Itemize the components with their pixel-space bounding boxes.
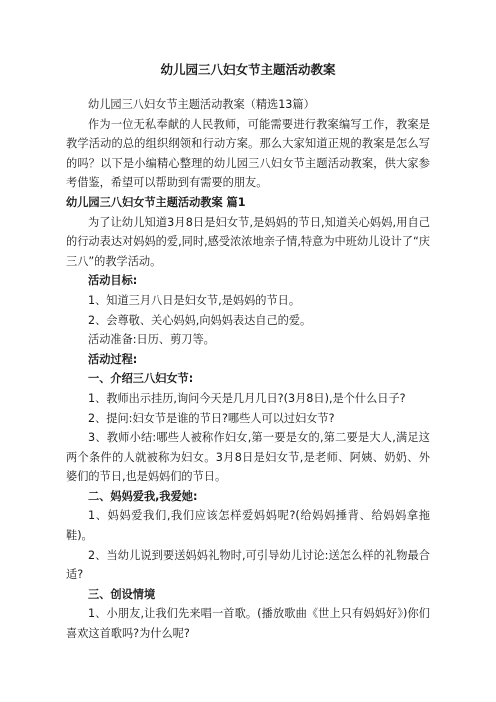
list-item: 2、提问:妇女节是谁的节日?哪些人可以过妇女节? xyxy=(88,411,335,425)
list-item: 2、会尊敬、关心妈妈,向妈妈表达自己的爱。 xyxy=(88,313,312,327)
subheading-goals: 活动目标: xyxy=(88,274,138,288)
prep-paragraph: 活动准备:日历、剪刀等。 xyxy=(88,333,215,347)
intro-paragraph: 作为一位无私奉献的人民教师，可能需要进行教案编写工作，教案是教学活动的总的组织纲领和行动方案。那么大家知道正规的教案是怎么写的吗？以下是小编精心整理的幼儿园三八妇女节主题活动教案，供大家参考借鉴，希望可以帮助到有需要的朋友。 xyxy=(66,117,430,190)
list-item: 1、教师出示挂历,询问今天是几月几日?(3月8日),是个什么日子? xyxy=(88,391,406,405)
section-heading: 幼儿园三八妇女节主题活动教案 篇1 xyxy=(66,195,246,209)
subtitle-paragraph: 幼儿园三八妇女节主题活动教案（精选13篇） xyxy=(88,98,315,111)
list-item: 2、当幼儿说到要送妈妈礼物时,可引导幼儿讨论:送怎么样的礼物最合适? xyxy=(66,548,430,582)
document-title: 幼儿园三八妇女节主题活动教案 xyxy=(160,62,336,77)
list-item: 3、教师小结:哪些人被称作妇女,第一要是女的,第二要是大人,满足这两个条件的人就被称为妇女。3月8日是妇女节,是老师、阿姨、奶奶、外婆们的节日,也是妈妈们的节日。 xyxy=(66,431,430,484)
list-item: 1、小朋友,让我们先来唱一首歌。(播放歌曲《世上只有妈妈好》)你们喜欢这首歌吗?为什么呢? xyxy=(66,607,430,641)
step-heading: 一、介绍三八妇女节: xyxy=(88,372,194,386)
step-heading: 三、创设情境 xyxy=(88,587,156,601)
subheading-process: 活动过程: xyxy=(88,352,138,366)
step-heading: 二、妈妈爱我,我爱她: xyxy=(88,489,198,503)
body-paragraph: 为了让幼儿知道3月8日是妇女节,是妈妈的节日,知道关心妈妈,用自己的行动表达对妈妈的爱,同时,感受浓浓地亲子情,特意为中班幼儿设计了“庆三八”的教学活动。 xyxy=(66,215,430,268)
list-item: 1、妈妈爱我们,我们应该怎样爱妈妈呢?(给妈妈捶背、给妈妈拿拖鞋)。 xyxy=(66,509,430,543)
list-item: 1、知道三月八日是妇女节,是妈妈的节日。 xyxy=(88,293,301,307)
